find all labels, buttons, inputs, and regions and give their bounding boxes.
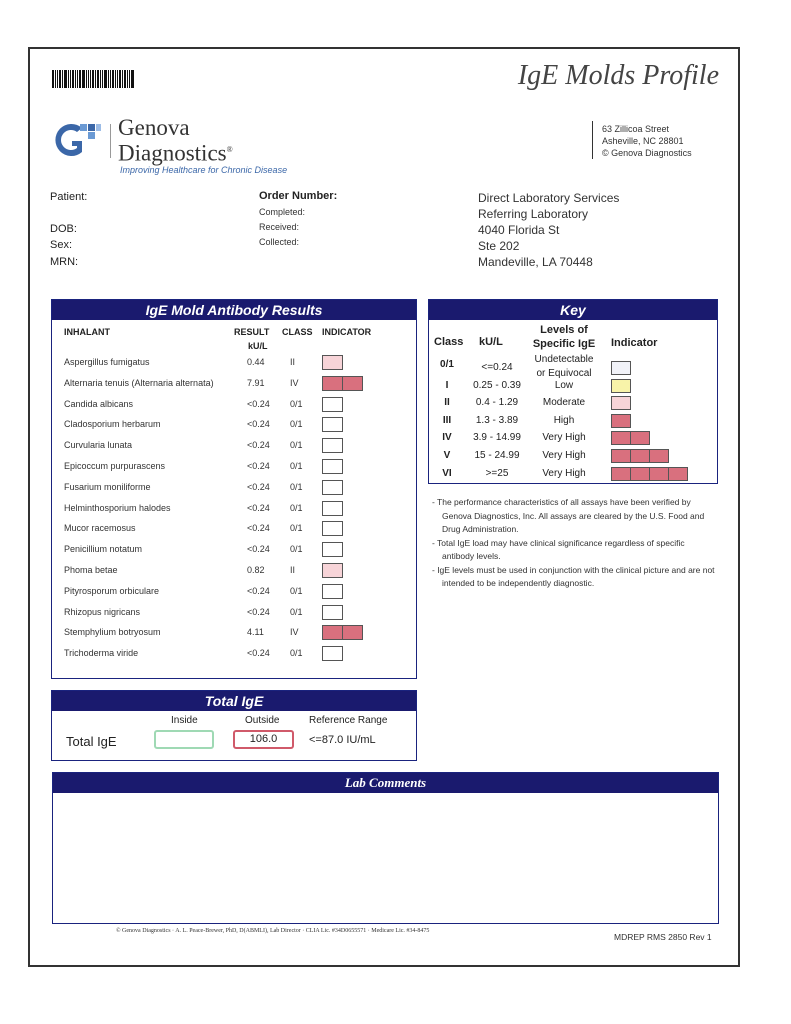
result-value: <0.24: [247, 648, 270, 659]
key-kul: 3.9 - 14.99: [473, 432, 521, 444]
patient-label: Patient:: [50, 191, 88, 203]
key-indicator-box: [649, 467, 669, 481]
key-level: Very High: [542, 450, 586, 461]
inside-label: Inside: [171, 715, 198, 726]
inhalant-name: Penicillium notatum: [64, 544, 143, 555]
form-number: MDREP RMS 2850 Rev 1: [614, 932, 712, 942]
indicator-box: [322, 521, 343, 536]
indicator-box: [342, 625, 363, 640]
key-indicator-box: [630, 431, 650, 445]
lab-comments-title: Lab Comments: [53, 773, 718, 793]
inhalant-name: Phoma betae: [64, 565, 118, 575]
result-row: [52, 582, 416, 602]
class-value: 0/1: [290, 544, 303, 555]
result-row: [52, 478, 416, 498]
class-value: 0/1: [290, 585, 303, 596]
key-kul: 0.4 - 1.29: [475, 397, 519, 409]
inhalant-name: Cladosporium herbarum: [64, 419, 161, 430]
indicator-box: [342, 376, 363, 391]
outside-value-box: 106.0: [233, 730, 294, 749]
key-kul: >=25: [485, 467, 509, 479]
result-row: [52, 457, 416, 477]
result-value: 0.44: [247, 357, 265, 367]
reference-range-value: <=87.0 IU/mL: [309, 734, 376, 746]
mrn-label: MRN:: [50, 256, 79, 268]
key-indicator-box: [611, 467, 631, 481]
key-class: 0/1: [440, 359, 454, 370]
indicator-bar: [322, 625, 362, 640]
result-row: [52, 623, 416, 643]
inhalant-name: Stemphylium botryosum: [64, 627, 161, 638]
key-col-indicator: Indicator: [611, 337, 658, 349]
col-class: CLASS: [282, 327, 313, 337]
key-indicator-box: [630, 449, 650, 463]
key-row: [429, 395, 717, 412]
result-value: <0.24: [247, 481, 270, 492]
key-notes: [432, 496, 717, 591]
inside-value-box: [154, 730, 214, 749]
indicator-box: [322, 376, 343, 391]
indicator-box: [322, 542, 343, 557]
tagline: Improving Healthcare for Chronic Disease: [120, 165, 288, 175]
key-class: VI: [442, 467, 452, 479]
result-row: [52, 436, 416, 456]
total-ige-label: Total IgE: [66, 734, 117, 749]
indicator-bar: [322, 646, 342, 661]
indicator-box: [322, 438, 343, 453]
key-indicator: [611, 361, 630, 375]
result-row: [52, 644, 416, 664]
inhalant-name: Candida albicans: [64, 398, 134, 409]
inhalant-name: Curvularia lunata: [64, 440, 133, 451]
indicator-bar: [322, 397, 342, 412]
key-indicator-box: [668, 467, 688, 481]
key-row: [429, 466, 717, 483]
barcode: [52, 70, 137, 88]
reference-range-label: Reference Range: [309, 715, 388, 726]
dob-label: DOB:: [50, 223, 77, 235]
key-col-class: Class: [434, 336, 464, 348]
result-value: <0.24: [247, 440, 270, 451]
inhalant-name: Epicoccum purpurascens: [64, 461, 166, 471]
class-value: 0/1: [290, 461, 303, 471]
col-indicator: INDICATOR: [322, 327, 372, 337]
result-row: [52, 561, 416, 581]
indicator-bar: [322, 355, 342, 370]
key-indicator: [611, 449, 668, 463]
key-indicator-box: [649, 449, 669, 463]
inhalant-name: Helminthosporium halodes: [64, 502, 171, 513]
key-class: I: [445, 379, 449, 391]
key-level: Low: [554, 379, 574, 391]
key-col-levels: Levels of Specific IgE: [532, 324, 596, 350]
result-value: <0.24: [247, 502, 270, 513]
indicator-bar: [322, 542, 342, 557]
note-3: - IgE levels must be used in conjunction with the clinical picture and are not intended to be independently diagnostic.: [432, 564, 715, 588]
class-value: IV: [290, 627, 299, 638]
class-value: 0/1: [290, 419, 303, 430]
sex-label: Sex:: [50, 239, 73, 251]
col-result: RESULT: [234, 327, 270, 337]
indicator-box: [322, 584, 343, 599]
indicator-box: [322, 459, 343, 474]
genova-logo-icon: [50, 120, 102, 160]
report-title: IgE Molds Profile: [517, 60, 719, 91]
class-value: 0/1: [290, 502, 303, 513]
indicator-bar: [322, 521, 342, 536]
key-row: [429, 354, 717, 379]
indicator-bar: [322, 501, 342, 516]
key-level-line: or Equivocal: [536, 368, 592, 379]
result-value: <0.24: [247, 606, 270, 617]
indicator-bar: [322, 480, 342, 495]
key-kul: 15 - 24.99: [474, 450, 520, 461]
key-kul: 1.3 - 3.89: [475, 414, 519, 426]
total-ige-title: Total IgE: [52, 691, 416, 711]
company-address: 63 Zillicoa Street Asheville, NC 28801 © Genova Diagnostics: [602, 124, 692, 158]
indicator-bar: [322, 417, 342, 432]
result-row: [52, 499, 416, 519]
class-value: II: [290, 357, 296, 367]
results-title: IgE Mold Antibody Results: [52, 300, 416, 320]
inhalant-name: Aspergillus fumigatus: [64, 357, 150, 367]
inhalant-name: Rhizopus nigricans: [64, 606, 141, 617]
note-2: - Total IgE load may have clinical significance regardless of specific antibody levels.: [432, 537, 685, 561]
col-inhalant: INHALANT: [64, 327, 110, 337]
indicator-box: [322, 501, 343, 516]
key-row: [429, 413, 717, 430]
result-value: <0.24: [247, 523, 270, 534]
indicator-bar: [322, 459, 342, 474]
indicator-bar: [322, 563, 342, 578]
class-value: 0/1: [290, 440, 303, 451]
collected-label: Collected:: [259, 237, 300, 247]
key-row: [429, 430, 717, 447]
key-title: Key: [429, 300, 717, 320]
key-level-line: Undetectable: [534, 354, 594, 365]
indicator-bar: [322, 438, 342, 453]
indicator-bar: [322, 584, 342, 599]
indicator-box: [322, 625, 343, 640]
result-value: <0.24: [247, 398, 270, 409]
inhalant-name: Pityrosporum orbiculare: [64, 585, 160, 596]
class-value: IV: [290, 377, 299, 388]
note-1: - The performance characteristics of all assays have been verified by Genova Diagnostics, Inc. All assays are cleared by the U.S. Food and Drug Administration.: [432, 497, 705, 534]
result-row: [52, 519, 416, 539]
inhalant-name: Fusarium moniliforme: [64, 481, 151, 492]
inhalant-name: Trichoderma viride: [64, 648, 139, 659]
key-kul: <=0.24: [481, 362, 513, 373]
result-value: 0.82: [247, 565, 265, 575]
key-kul: 0.25 - 0.39: [473, 379, 521, 391]
key-indicator: [611, 467, 687, 481]
key-level: Moderate: [542, 397, 586, 409]
key-indicator-box: [611, 449, 631, 463]
received-label: Received:: [259, 222, 300, 232]
indicator-box: [322, 417, 343, 432]
class-value: 0/1: [290, 648, 303, 659]
key-level: High: [553, 414, 575, 426]
key-class: III: [442, 414, 452, 426]
indicator-box: [322, 605, 343, 620]
key-indicator: [611, 414, 630, 428]
key-indicator: [611, 396, 630, 410]
result-row: [52, 540, 416, 560]
result-value: <0.24: [247, 544, 270, 555]
address-divider: [592, 121, 593, 159]
lab-comments-panel: [52, 772, 719, 924]
logo-separator: [110, 124, 111, 158]
key-class: II: [444, 397, 450, 409]
class-value: 0/1: [290, 398, 303, 409]
footer-credits: © Genova Diagnostics · A. L. Peace-Brewer, PhD, D(ABMLI), Lab Director · CLIA Lic. #34D0655571 · Medicare Lic. #34-8475: [116, 928, 430, 934]
class-value: II: [290, 565, 296, 575]
indicator-box: [322, 480, 343, 495]
indicator-box: [322, 563, 343, 578]
inhalant-name: Alternaria tenuis (Alternaria alternata): [64, 377, 214, 388]
outside-label: Outside: [245, 715, 280, 726]
indicator-bar: [322, 376, 362, 391]
col-units: kU/L: [248, 341, 268, 351]
total-ige-panel: [51, 690, 417, 761]
key-indicator-box: [611, 396, 631, 410]
indicator-bar: [322, 605, 342, 620]
key-indicator: [611, 431, 649, 445]
class-value: 0/1: [290, 523, 303, 534]
order-number-label: Order Number:: [259, 190, 338, 202]
key-indicator: [611, 379, 630, 393]
completed-label: Completed:: [259, 207, 306, 217]
result-row: [52, 603, 416, 623]
company-name: Genova Diagnostics®: [118, 115, 233, 166]
inhalant-name: Mucor racemosus: [64, 523, 136, 534]
result-row: [52, 374, 416, 394]
key-indicator-box: [611, 379, 631, 393]
result-row: [52, 353, 416, 373]
result-value: 4.11: [247, 627, 264, 638]
key-class: V: [443, 450, 451, 461]
lab-info: Direct Laboratory Services Referring Laboratory 4040 Florida St Ste 202 Mandeville, LA 70448: [478, 191, 620, 269]
key-row: [429, 378, 717, 395]
key-indicator-box: [630, 467, 650, 481]
key-panel: [428, 299, 718, 484]
key-row: [429, 448, 717, 465]
class-value: 0/1: [290, 481, 303, 492]
result-value: <0.24: [247, 461, 270, 471]
result-row: [52, 415, 416, 435]
result-value: <0.24: [247, 585, 270, 596]
key-class: IV: [442, 432, 452, 444]
result-value: <0.24: [247, 419, 270, 430]
indicator-box: [322, 646, 343, 661]
indicator-box: [322, 355, 343, 370]
key-level: Very High: [542, 467, 586, 479]
key-indicator-box: [611, 431, 631, 445]
key-level: Very High: [542, 432, 586, 444]
result-row: [52, 395, 416, 415]
results-panel: [51, 299, 417, 679]
result-value: 7.91: [247, 377, 265, 388]
indicator-box: [322, 397, 343, 412]
class-value: 0/1: [290, 606, 303, 617]
key-col-kul: kU/L: [479, 336, 503, 348]
key-indicator-box: [611, 361, 631, 375]
key-indicator-box: [611, 414, 631, 428]
